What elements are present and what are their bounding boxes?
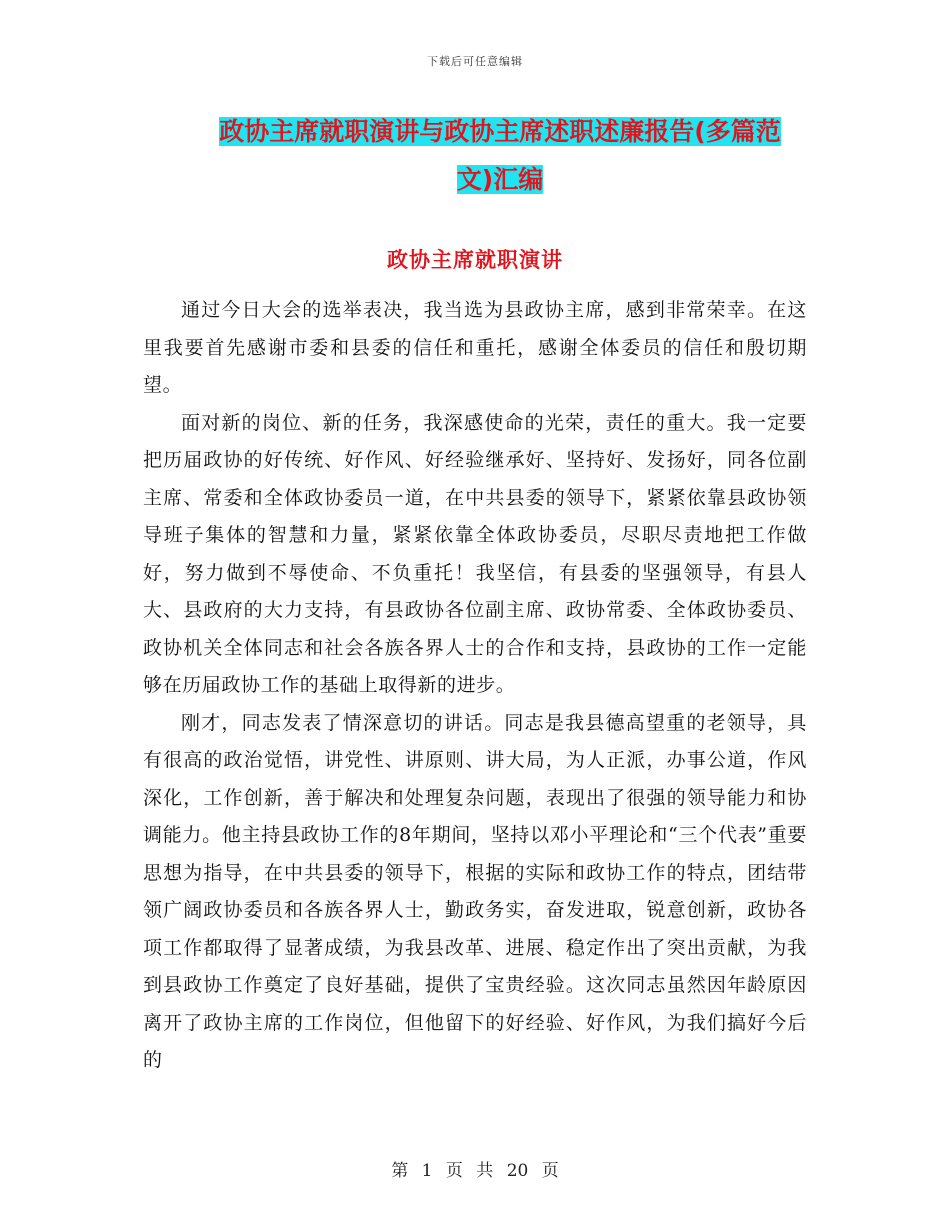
document-body [143, 292, 807, 1080]
paragraph: 面对新的岗位、新的任务，我深感使命的光荣，责任的重大。我一定要把历届政协的好传统、好作风、好经验继承好、坚持好、发扬好，同各位副主席、常委和全体政协委员一道，在中共县委的领导下，紧紧依靠县政协领导班子集体的智慧和力量，紧紧依靠全体政协委员，尽职尽责地把工作做好，努力做到不辱使命、不负重托！我坚信，有县委的坚强领导，有县人大、县政府的大力支持，有县政协各位副主席、政协常委、全体政协委员、政协机关全体同志和社会各族各界人士的合作和支持，县政协的工作一定能够在历届政协工作的基础上取得新的进步。 [143, 411, 807, 696]
page-footer: 第 1 页 共 20 页 [391, 1161, 559, 1181]
header-note: 下载后可任意编辑 [427, 55, 523, 68]
paragraph: 通过今日大会的选举表决，我当选为县政协主席，感到非常荣幸。在这里我要首先感谢市委和县委的信任和重托，感谢全体委员的信任和殷切期望。 [143, 299, 807, 396]
document-title-line-2: 文)汇编 [456, 165, 544, 194]
document-title [190, 108, 810, 204]
document-title-line-1: 政协主席就职演讲与政协主席述职述廉报告(多篇范 [219, 117, 781, 146]
section-heading: 政协主席就职演讲 [387, 248, 563, 272]
paragraph: 刚才，同志发表了情深意切的讲话。同志是我县德高望重的老领导，具有很高的政治觉悟，讲党性、讲原则、讲大局，为人正派，办事公道，作风深化，工作创新，善于解决和处理复杂问题，表现出了很强的领导能力和协调能力。他主持县政协工作的8年期间，坚持以邓小平理论和“三个代表”重要思想为指导，在中共县委的领导下，根据的实际和政协工作的特点，团结带领广阔政协委员和各族各界人士，勤政务实，奋发进取，锐意创新，政协各项工作都取得了显著成绩，为我县改革、进展、稳定作出了突出贡献，为我到县政协工作奠定了良好基础，提供了宝贵经验。这次同志虽然因年龄原因离开了政协主席的工作岗位，但他留下的好经验、好作风，为我们搞好今后的 [143, 711, 807, 1071]
